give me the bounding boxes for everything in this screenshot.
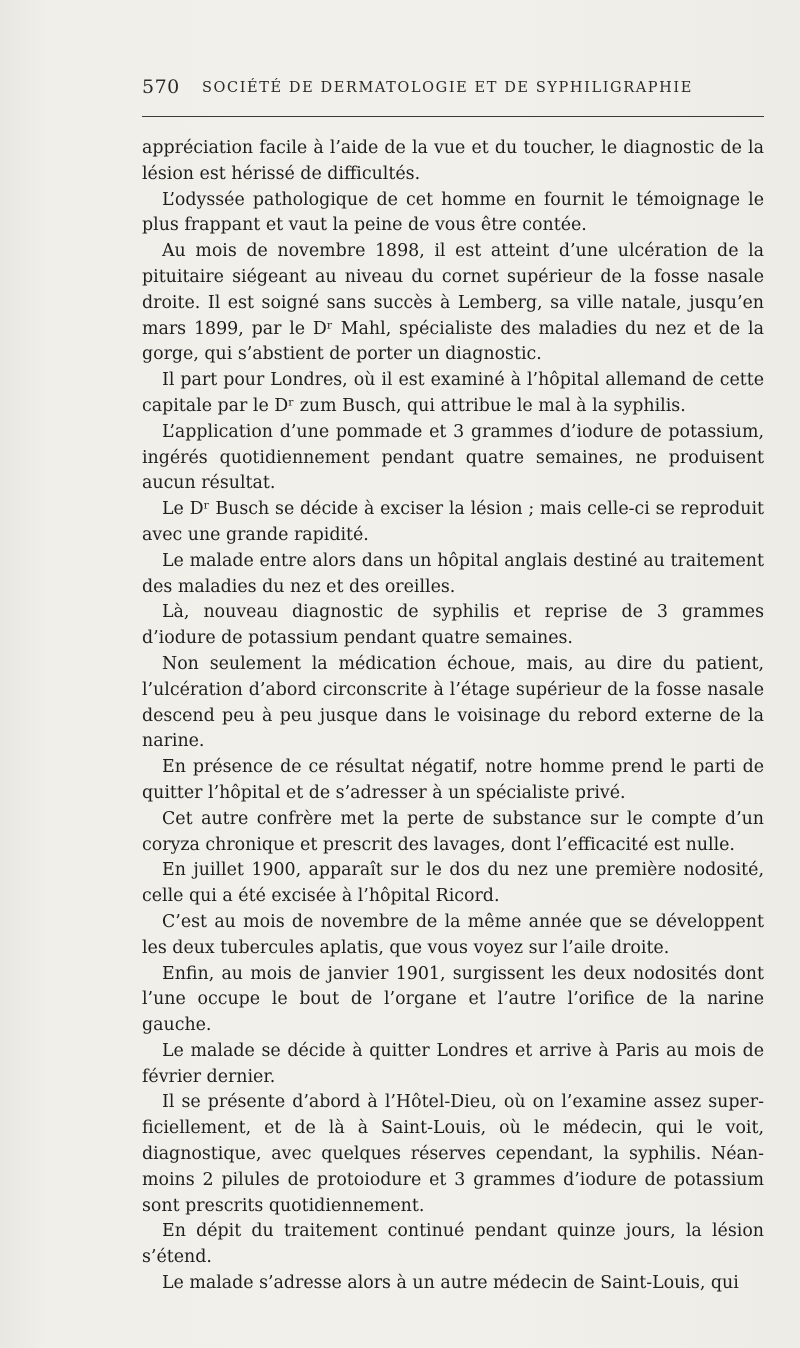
- paragraph: Au mois de novembre 1898, il est atteint d’une ulcération de la pituitaire siégeant au niveau du cornet supérieur de la fosse nasale droite. Il est soigné sans succès à Lemberg, sa ville natale, jusqu’en mars 1899, par le Dʳ Mahl, spécialiste des maladies du nez et de la gorge, qui s’abstient de porter un diagnostic.: [142, 241, 764, 365]
- paragraph: Cet autre confrère met la perte de substance sur le compte d’un coryza chronique et prescrit des lavages, dont l’efficacité est nulle.: [142, 808, 764, 855]
- paragraph: Enfin, au mois de janvier 1901, surgissent les deux nodosités dont l’une occupe le bout de l’organe et l’autre l’orifice de la narine gauche.: [142, 963, 764, 1036]
- paragraph: En présence de ce résultat négatif, notre homme prend le parti de quitter l’hôpital et de s’adresser à un spécialiste privé.: [142, 757, 764, 803]
- paragraph: Il part pour Londres, où il est examiné à l’hôpital allemand de cette capitale par le Dʳ zum Busch, qui attribue le mal à la syphilis.: [142, 370, 764, 416]
- paragraph: Le Dʳ Busch se décide à exciser la lésion ; mais celle-ci se reproduit avec une grande rapidité.: [142, 499, 764, 545]
- running-title: SOCIÉTÉ DE DERMATOLOGIE ET DE SYPHILIGRAPHIE: [202, 80, 693, 96]
- paragraph: Le malade s’adresse alors à un autre médecin de Saint-Louis, qui: [162, 1273, 739, 1294]
- paragraph: Il se présente d’abord à l’Hôtel-Dieu, où on l’examine assez superficiellement, et de là à Saint-Louis, où le médecin, qui le voit, diagnostique, avec quelques réserves cependant, la syphilis. Néanmoins 2 pilules de protoiodure et 3 grammes d’iodure de potassium sont prescrits quotidiennement.: [142, 1092, 764, 1216]
- paragraph: C’est au mois de novembre de la même année que se développent les deux tubercules aplatis, que vous voyez sur l’aile droite.: [142, 911, 764, 958]
- page-header: [142, 74, 764, 104]
- paragraph: L’odyssée pathologique de cet homme en fournit le témoignage le plus frappant et vaut la peine de vous être contée.: [142, 189, 764, 236]
- paragraph: Le malade se décide à quitter Londres et arrive à Paris au mois de février dernier.: [142, 1040, 764, 1087]
- header-rule: [142, 116, 764, 117]
- body-text: [142, 136, 764, 1297]
- paragraph: Non seulement la médication échoue, mais, au dire du patient, l’ulcération d’abord circonscrite à l’étage supérieur de la fosse nasale descend peu à peu jusque dans le voisinage du rebord externe de la narine.: [142, 653, 764, 752]
- paragraph: appréciation facile à l’aide de la vue et du toucher, le diagnostic de la lésion est hérissé de difficultés.: [142, 138, 764, 184]
- paragraph: En dépit du traitement continué pendant quinze jours, la lésion s’étend.: [142, 1221, 764, 1268]
- page-number: 570: [142, 76, 180, 98]
- paragraph: Le malade entre alors dans un hôpital anglais destiné au traitement des maladies du nez et des oreilles.: [142, 550, 764, 597]
- paragraph: Là, nouveau diagnostic de syphilis et reprise de 3 grammes d’iodure de potassium pendant quatre semaines.: [142, 602, 764, 649]
- paragraph: L’application d’une pommade et 3 grammes d’iodure de potassium, ingérés quotidiennement pendant quatre semaines, ne produisent aucun résultat.: [142, 421, 764, 494]
- paragraph: En juillet 1900, apparaît sur le dos du nez une première nodosité, celle qui a été excisée à l’hôpital Ricord.: [142, 860, 764, 907]
